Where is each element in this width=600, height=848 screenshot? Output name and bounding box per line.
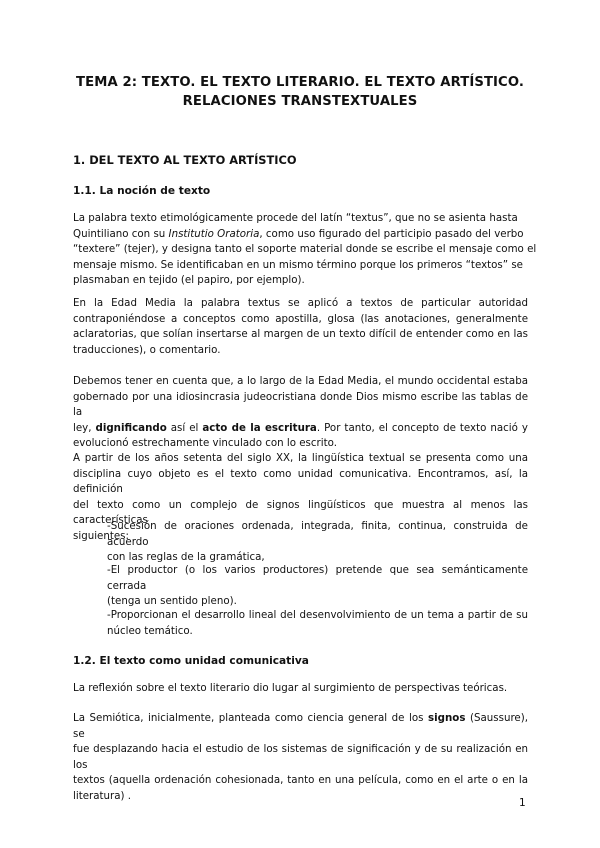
text-line: La Semiótica, inicialmente, planteada como ciencia general de los signos (Saussure), se <box>73 712 528 740</box>
text-line: La palabra texto etimológicamente procede del latín “textus”, que no se asienta hasta <box>73 212 518 224</box>
text-line: evolucionó estrechamente vinculado con lo escrito. <box>73 437 337 450</box>
list-item <box>107 563 528 610</box>
paragraph-writing <box>73 374 528 452</box>
text-line: literatura) . <box>73 789 132 802</box>
paragraph-middle-ages <box>73 296 528 358</box>
text-line: -Proporcionan el desarrollo lineal del desenvolvimiento de un tema a partir de su <box>107 609 528 621</box>
page-title <box>0 73 600 111</box>
text-line: La reflexión sobre el texto literario dio lugar al surgimiento de perspectivas teóricas. <box>73 682 508 694</box>
text-line: contraponiéndose a conceptos como apostilla, glosa (las anotaciones, generalmente <box>73 312 528 325</box>
page-number: 1 <box>519 797 526 809</box>
text-line: ley, dignificando así el acto de la escritura. Por tanto, el concepto de texto nació y <box>73 421 528 434</box>
text-line: (tenga un sentido pleno). <box>107 595 237 608</box>
text-line: plasmaban en tejido (el papiro, por ejemplo). <box>73 274 305 287</box>
text-line: del texto como un complejo de signos lingüísticos que muestra al menos las características <box>73 498 528 527</box>
title-line-2: RELACIONES TRANSTEXTUALES <box>182 94 418 109</box>
text-line: Quintiliano con su Institutio Oratoria, como uso figurado del participio pasado del verbo <box>73 227 524 240</box>
emphasis: acto de la escritura <box>202 421 317 434</box>
text-line: textos (aquella ordenación cohesionada, tanto en una película, como en el arte o en la <box>73 774 528 787</box>
subsection-heading-1-1: 1.1. La noción de texto <box>73 185 211 197</box>
text-line: mensaje mismo. Se identificaban en un mismo término porque los primeros “textos” se <box>73 258 523 271</box>
text-line: -El productor (o los varios productores) pretende que sea semánticamente cerrada <box>107 564 528 592</box>
text-line: siguientes: <box>73 529 129 542</box>
text-line: con las reglas de la gramática, <box>107 551 265 564</box>
text-line: traducciones), o comentario. <box>73 343 221 356</box>
paragraph-reflection <box>73 681 528 697</box>
text-line: aclaratorias, que solían insertarse al margen de un texto difícil de entender como en las <box>73 328 528 341</box>
text-line: Debemos tener en cuenta que, a lo largo de la Edad Media, el mundo occidental estaba <box>73 375 528 387</box>
emphasis: dignificando <box>95 421 167 434</box>
text-line: En la Edad Media la palabra textus se aplicó a textos de particular autoridad <box>73 297 528 309</box>
list-item <box>107 608 528 639</box>
subsection-heading-1-2: 1.2. El texto como unidad comunicativa <box>73 655 309 667</box>
emphasis: signos <box>428 712 466 724</box>
list-item <box>107 519 528 566</box>
text-line: fue desplazando hacia el estudio de los sistemas de significación y de su realización en los <box>73 743 528 771</box>
book-title: Institutio Oratoria <box>168 227 260 240</box>
text-line: gobernado por una idiosincrasia judeocristiana donde Dios mismo escribe las tablas de la <box>73 390 528 419</box>
paragraph-semiotics <box>73 711 528 805</box>
text-line: A partir de los años setenta del siglo XX, la lingüística textual se presenta como una <box>73 452 528 464</box>
section-heading-1: 1. DEL TEXTO AL TEXTO ARTÍSTICO <box>73 153 297 167</box>
paragraph-etymology <box>73 211 537 289</box>
text-line: disciplina cuyo objeto es el texto como unidad comunicativa. Encontramos, así, la definición <box>73 467 528 496</box>
text-line: núcleo temático. <box>107 624 193 637</box>
text-line: “textere” (tejer), y designa tanto el soporte material donde se escribe el mensaje como el <box>73 243 537 256</box>
text-line: -Sucesión de oraciones ordenada, integrada, finita, continua, construida de acuerdo <box>107 520 528 548</box>
title-line-1: TEMA 2: TEXTO. EL TEXTO LITERARIO. EL TEXTO ARTÍSTICO. <box>76 75 524 90</box>
